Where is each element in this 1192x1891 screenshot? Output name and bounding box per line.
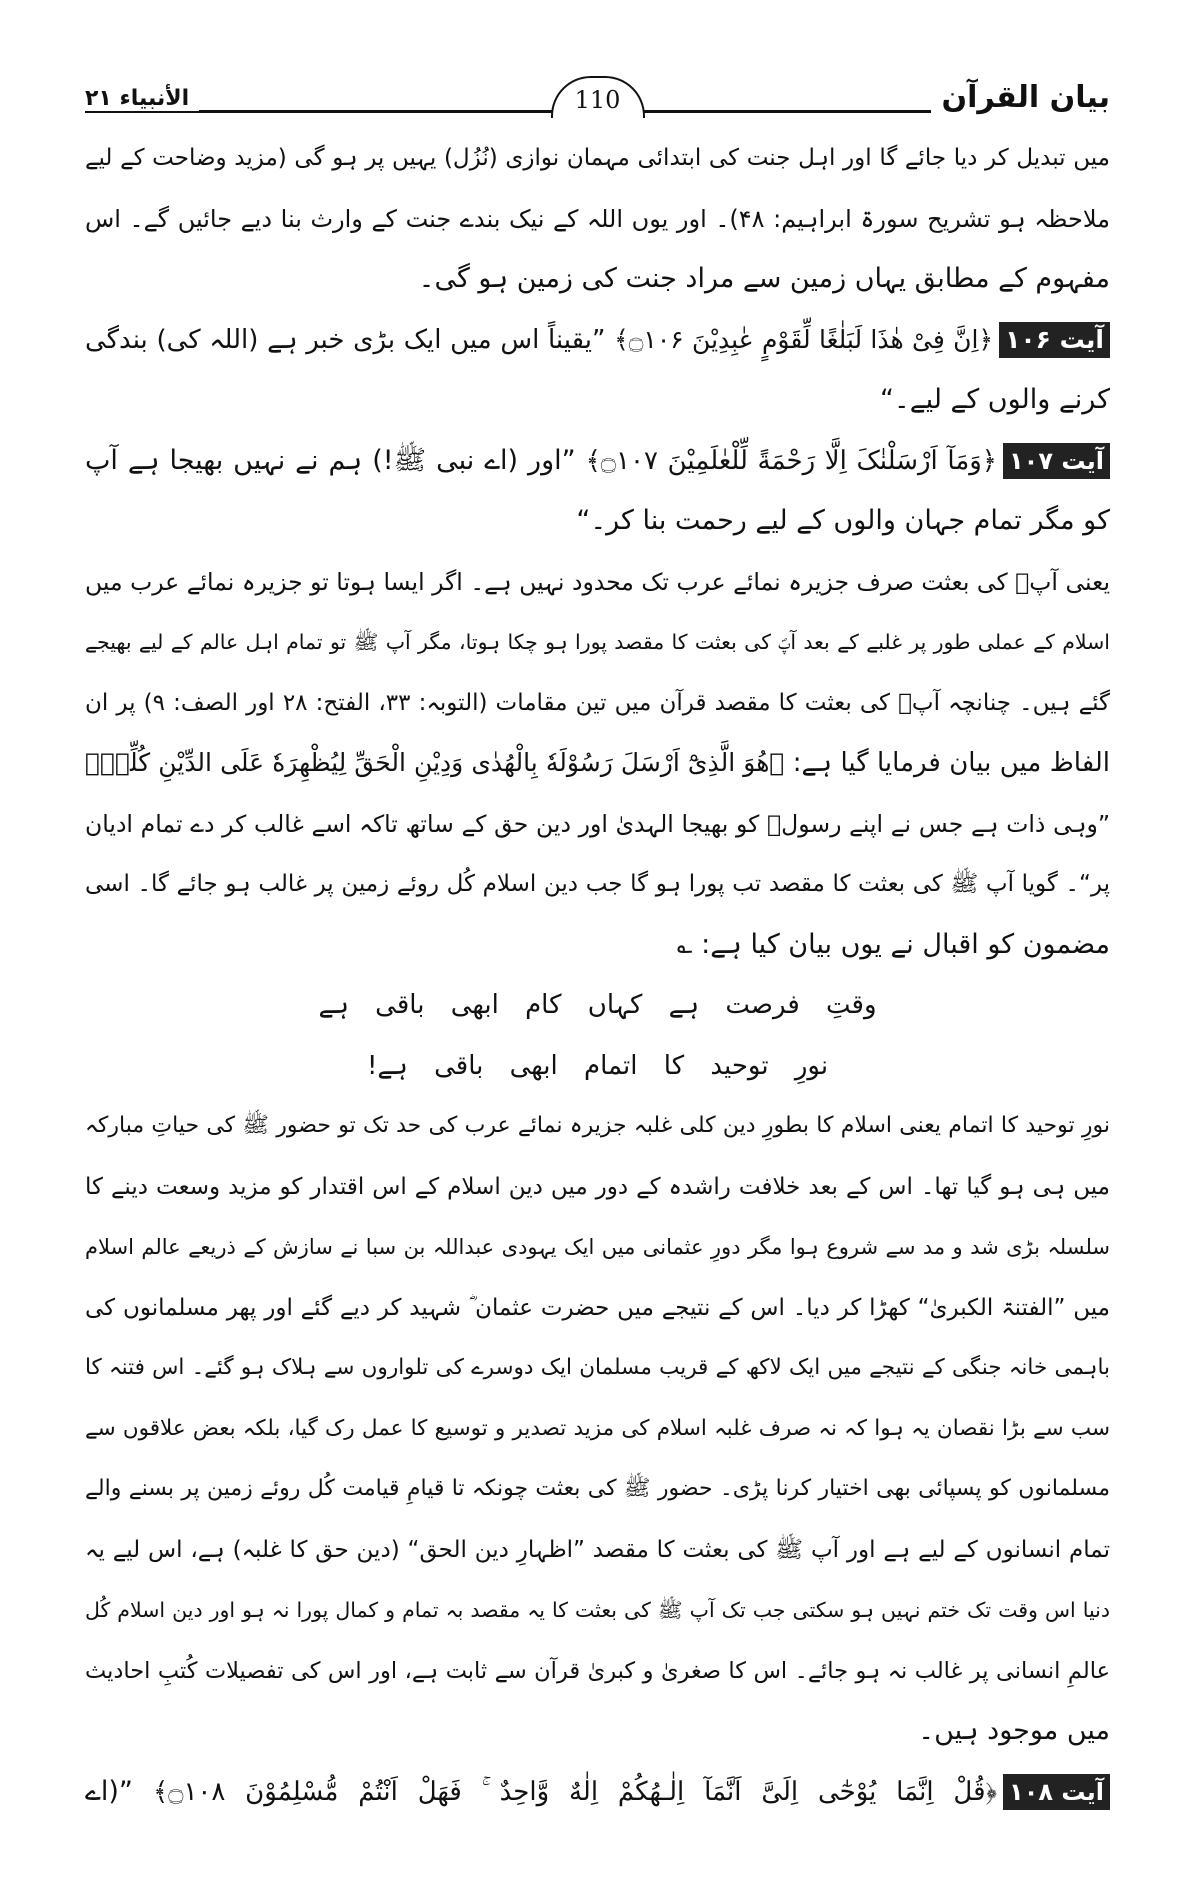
line-text: دنیا اس وقت تک ختم نہیں ہو سکتی جب تک آپ ﷺ کی بعثت کا یہ مقصد بہ تمام و کمال پورا نہ ہو اور دین اسلام کُل xyxy=(85,1598,1110,1622)
text-line xyxy=(85,552,1110,613)
ayah-line xyxy=(85,431,1110,492)
text-line xyxy=(85,491,1110,552)
line-text: سلسلہ بڑی شد و مد سے شروع ہوا مگر دورِ عثمانی میں ایک یہودی عبداللہ بن سبا نے سازش کے ذریعے عالم اسلام xyxy=(85,1235,1110,1259)
text-line xyxy=(85,189,1110,250)
line-text: میں ہی ہو گیا تھا۔ اس کے بعد خلافت راشدہ کے دور میں دین اسلام کے اس اقتدار کو مزید وسعت دینے کا xyxy=(85,1173,1110,1200)
text-line xyxy=(85,1278,1110,1339)
line-text: باہمی خانہ جنگی کے نتیجے میں ایک لاکھ کے قریب مسلمان ایک دوسرے کی تلواروں سے ہلاک ہو گئے۔ اس فتنہ کا xyxy=(85,1355,1110,1380)
quran-verse: ﴿اِنَّ فِیْ ھٰذَا لَبَلٰغًا لِّقَوْمٍ عٰبِدِیْنَ ۝۱۰۶﴾ xyxy=(614,324,994,354)
translation-text: ”اور (اے نبی ﷺ!) ہم نے نہیں بھیجا ہے آپ xyxy=(85,444,576,476)
text-line xyxy=(85,612,1110,673)
text-line xyxy=(85,915,1110,976)
text-line xyxy=(85,733,1110,794)
text-line xyxy=(85,128,1110,189)
text-line xyxy=(85,854,1110,915)
line-text: وقتِ فرصت ہے کہاں کام ابھی باقی ہے xyxy=(318,990,877,1020)
text-line xyxy=(85,1096,1110,1157)
line-text: میں تبدیل کر دیا جائے گا اور اہل جنت کی ابتدائی مہمان نوازی (نُزُل) یہیں پر ہو گی (مزید وضاحت کے لیے xyxy=(85,145,1110,171)
line-text: ملاحظہ ہو تشریح سورۃ ابراہیم: ۴۸)۔ اور یوں اللہ کے نیک بندے جنت کے وارث بنا دیے جائیں گے۔ اس xyxy=(85,204,1110,233)
text-line xyxy=(85,1338,1110,1399)
ayah-number-label: آیت ۱۰۸ xyxy=(1003,1774,1110,1810)
poetry-line xyxy=(85,975,1110,1036)
ayah-line xyxy=(85,310,1110,371)
line-text: مسلمانوں کو پسپائی بھی اختیار کرنا پڑی۔ حضور ﷺ کی بعثت چونکہ تا قیامِ قیامت کُل روئے زمین پر بسنے والے xyxy=(85,1476,1110,1501)
quran-verse: ﴿ھُوَ الَّذِیْٓ اَرْسَلَ رَسُوْلَهٗ بِالْهُدٰى وَدِیْنِ الْحَقِّ لِیُظْهِرَهٗ عَلَى الدِّیْنِ كُلِّهٖ﴾ xyxy=(85,748,785,777)
line-text: میں موجود ہیں۔ xyxy=(918,1715,1110,1746)
ayah-line xyxy=(85,1762,1110,1823)
page-number: 110 xyxy=(551,76,645,118)
surah-name: الأنبیاء ۲۱ xyxy=(85,86,199,111)
page-body xyxy=(85,128,1110,1822)
quran-verse: ﴿وَمَآ اَرْسَلْنٰکَ اِلَّا رَحْمَةً لِّلْعٰلَمِیْنَ ۝۱۰۷﴾ xyxy=(585,445,998,476)
line-text: کو مگر تمام جہان والوں کے لیے رحمت بنا کر۔“ xyxy=(576,505,1110,536)
line-text: مضمون کو اقبال نے یوں بیان کیا ہے: ؎ xyxy=(676,928,1110,960)
line-text: یعنی آپؐ کی بعثت صرف جزیرہ نمائے عرب تک محدود نہیں ہے۔ اگر ایسا ہوتا تو جزیرہ نمائے عرب میں xyxy=(85,567,1110,596)
line-text: الفاظ میں بیان فرمایا گیا ہے: xyxy=(792,748,1110,778)
text-line xyxy=(85,1157,1110,1218)
line-text: میں ”الفتنۃ الکبریٰ“ کھڑا کر دیا۔ اس کے نتیجے میں حضرت عثمان ؓ شہید کر دیے گئے اور پھر مسلمانوں کی xyxy=(85,1294,1110,1321)
text-line xyxy=(85,673,1110,734)
quran-verse: ﴿قُلْ اِنَّمَا یُوْحٰٓى اِلَیَّ اَنَّمَآ اِلٰـهُكُمْ اِلٰهٌ وَّاحِدٌ ۚ فَهَلْ اَنْتُمْ مُّسْلِمُوْنَ ۝۱۰۸﴾ xyxy=(152,1776,998,1807)
line-text: تمام انسانوں کے لیے ہے اور آپ ﷺ کی بعثت کا مقصد ”اظہارِ دین الحق“ (دین حق کا غلبہ) ہے، اس لیے یہ xyxy=(85,1536,1110,1563)
text-line xyxy=(85,1217,1110,1278)
line-text: نورِ توحید کا اتمام ابھی باقی ہے! xyxy=(366,1050,829,1081)
text-line xyxy=(85,249,1110,310)
book-title: بیان القرآن xyxy=(931,80,1110,115)
text-line xyxy=(85,370,1110,431)
ayah-number-label: آیت ۱۰۶ xyxy=(999,322,1110,358)
running-header xyxy=(85,72,1110,132)
text-line xyxy=(85,1399,1110,1460)
text-line xyxy=(85,1520,1110,1581)
ayah-number-label: آیت ۱۰۷ xyxy=(1003,443,1110,479)
text-line xyxy=(85,1701,1110,1762)
line-text: پر“۔ گویا آپ ﷺ کی بعثت کا مقصد تب پورا ہو گا جب دین اسلام کُل روئے زمین پر غالب ہو جائے گا۔ اسی xyxy=(85,871,1110,897)
line-text: نورِ توحید کا اتمام یعنی اسلام کا بطورِ دین کلی غلبہ جزیرہ نمائے عرب کی حد تک تو حضور ﷺ کی حیاتِ مبارکہ xyxy=(85,1113,1110,1138)
line-text: مفہوم کے مطابق یہاں زمین سے مراد جنت کی زمین ہو گی۔ xyxy=(418,263,1110,294)
translation-text: ”یقیناً اس میں ایک بڑی خبر ہے (اللہ کی) بندگی xyxy=(85,324,606,355)
text-line xyxy=(85,1641,1110,1702)
line-text: ”وہی ذات ہے جس نے اپنے رسولؐ کو بھیجا الہدیٰ اور دین حق کے ساتھ تاکہ اسے غالب کر دے تمام ادیان xyxy=(85,809,1110,838)
text-line xyxy=(85,1459,1110,1520)
line-text: اسلام کے عملی طور پر غلبے کے بعد آپؐ کی بعثت کا مقصد پورا ہو چکا ہوتا، مگر آپ ﷺ تو تمام اہل عالم کے لیے بھیجے xyxy=(85,630,1110,654)
text-line xyxy=(85,794,1110,855)
poetry-line xyxy=(85,1036,1110,1097)
line-text: گئے ہیں۔ چنانچہ آپؐ کی بعثت کا مقصد قرآن میں تین مقامات (التوبہ: ۳۳، الفتح: ۲۸ اور الصف: ۹) پر ان xyxy=(85,689,1110,716)
line-text: عالمِ انسانی پر غالب نہ ہو جائے۔ اس کا صغریٰ و کبریٰ قرآن سے ثابت ہے، اور اس کی تفصیلات کُتبِ احادیث xyxy=(85,1657,1110,1684)
line-text: کرنے والوں کے لیے۔“ xyxy=(879,384,1110,415)
translation-text: ”(اے xyxy=(85,1775,133,1807)
line-text: سب سے بڑا نقصان یہ ہوا کہ نہ صرف غلبہ اسلام کی مزید تصدیر و توسیع کا عمل رک گیا، بلکہ بعض علاقوں سے xyxy=(85,1415,1110,1441)
text-line xyxy=(85,1580,1110,1641)
